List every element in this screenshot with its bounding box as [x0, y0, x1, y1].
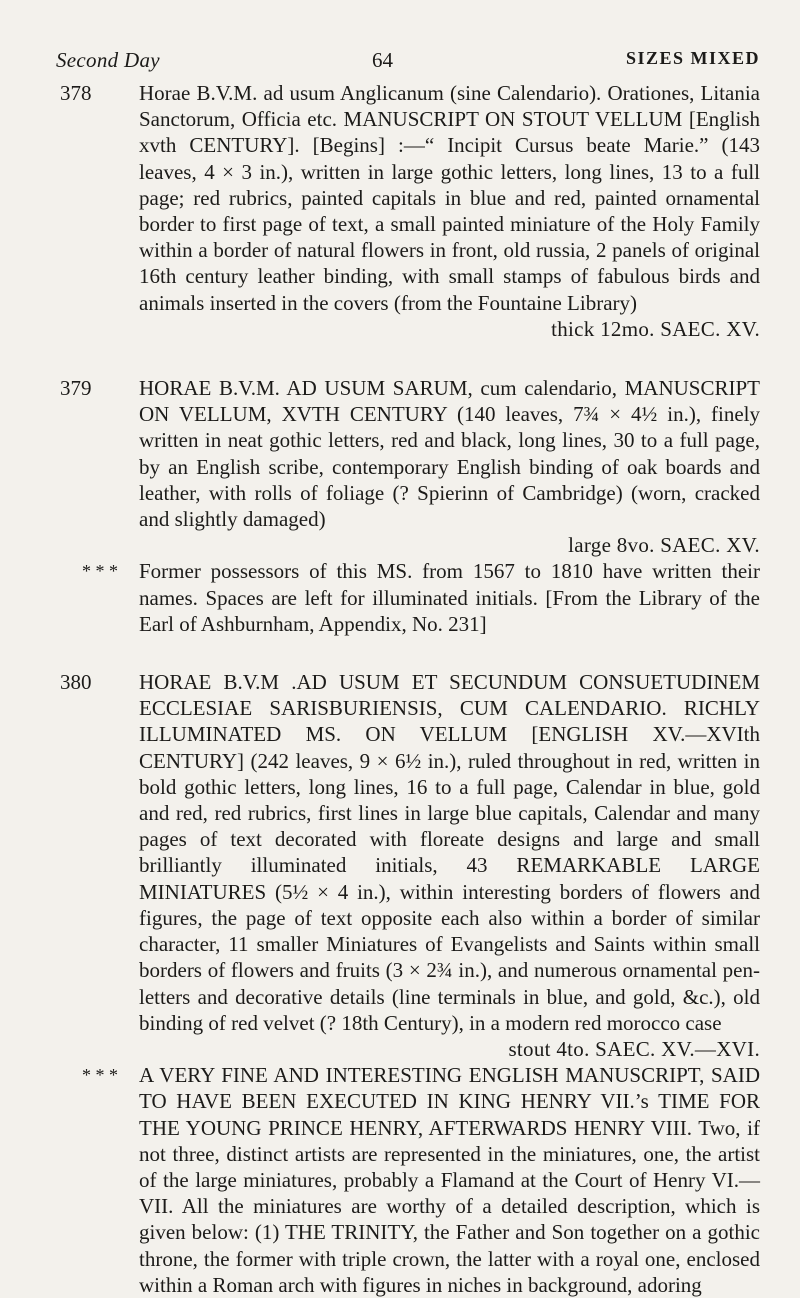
- lot-entry-380: [60, 669, 760, 1298]
- lot-size: stout 4to. SAEC. XV.—XVI.: [508, 1036, 760, 1061]
- note-text: Former possessors of this MS. from 1567 to 1810 have written their names. Spaces are left for illuminated initials. [From the Library of the Earl of Ashburnham, Appendix, No. 231]: [139, 559, 760, 636]
- page-number: 64: [372, 48, 393, 72]
- header-section: SIZES MIXED: [625, 48, 760, 68]
- note-asterisks: * * *: [82, 1065, 118, 1086]
- note-text: A VERY FINE AND INTERESTING ENGLISH MANUSCRIPT, SAID TO HAVE BEEN EXECUTED IN KING HENRY VII.’s TIME FOR THE YOUNG PRINCE HENRY, AFTERWARDS HENRY VIII. Two, if not three, distinct artists are represented in the miniatures, one, the artist of the large miniatures, probably a Flamand at the Court of Henry VI.—VII. All the miniatures are worthy of a detailed description, which is given below: (1) THE TRINITY, the Father and Son together on a gothic throne, the former with triple crown, the latter with a royal one, enclosed within a Roman arch with figures in niches in background, adoring: [139, 1063, 760, 1297]
- lot-size: thick 12mo. SAEC. XV.: [551, 316, 760, 341]
- note-asterisks: * * *: [82, 561, 118, 582]
- lot-number: 380: [60, 670, 92, 695]
- lot-number: 379: [60, 376, 92, 401]
- lot-description: HORAE B.V.M .AD USUM ET SECUNDUM CONSUETUDINEM ECCLESIAE SARISBURIENSIS, CUM CALENDARIO. RICHLY ILLUMINATED MS. ON VELLUM [ENGLISH XV.—XVIth CENTURY] (242 leaves, 9 × 6½ in.), ruled throughout in red, written in bold gothic letters, long lines, 16 to a full page, Calendar in blue, gold and red, red rubrics, first lines in large blue capitals, Calendar and many pages of text decorated with floreate designs and large and small brilliantly illuminated initials, 43 REMARKABLE LARGE MINIATURES (5½ × 4 in.), within interesting borders of flowers and figures, the page of text opposite each also within a border of similar character, 11 smaller Miniatures of Evangelists and Saints within small borders of flowers and fruits (3 × 2¾ in.), and numerous ornamental pen-letters and decorative details (line terminals in blue, and gold, &c.), old binding of red velvet (? 18th Century), in a modern red morocco case: [139, 670, 760, 1035]
- lot-size: large 8vo. SAEC. XV.: [568, 533, 760, 558]
- lot-description: Horae B.V.M. ad usum Anglicanum (sine Calendario). Orationes, Litania Sanctorum, Officia etc. MANUSCRIPT ON STOUT VELLUM [English xvth CENTURY]. [Begins] :—“ Incipit Cursus beate Marie.” (143 leaves, 4 × 3 in.), written in large gothic letters, long lines, 13 to a full page; red rubrics, painted capitals in blue and red, painted ornamental border to first page of text, a small painted miniature of the Holy Family within a border of natural flowers in front, old russia, 2 panels of original 16th century leather binding, with small stamps of fabulous birds and animals inserted in the covers (from the Fountaine Library): [139, 81, 760, 315]
- lot-note: [82, 558, 760, 637]
- lot-number: 378: [60, 81, 92, 105]
- lot-entry-378: [60, 80, 760, 342]
- running-header: [56, 48, 760, 78]
- header-day: Second Day: [56, 48, 160, 72]
- lot-note: [82, 1062, 760, 1298]
- lot-description: HORAE B.V.M. AD USUM SARUM, cum calendario, MANUSCRIPT ON VELLUM, XVTH CENTURY (140 leaves, 7¾ × 4½ in.), finely written in neat gothic letters, red and black, long lines, 30 to a full page, by an English scribe, contemporary English binding of oak boards and leather, with rolls of foliage (? Spierinn of Cambridge) (worn, cracked and slightly damaged): [139, 376, 760, 532]
- lot-entry-379: [60, 375, 760, 637]
